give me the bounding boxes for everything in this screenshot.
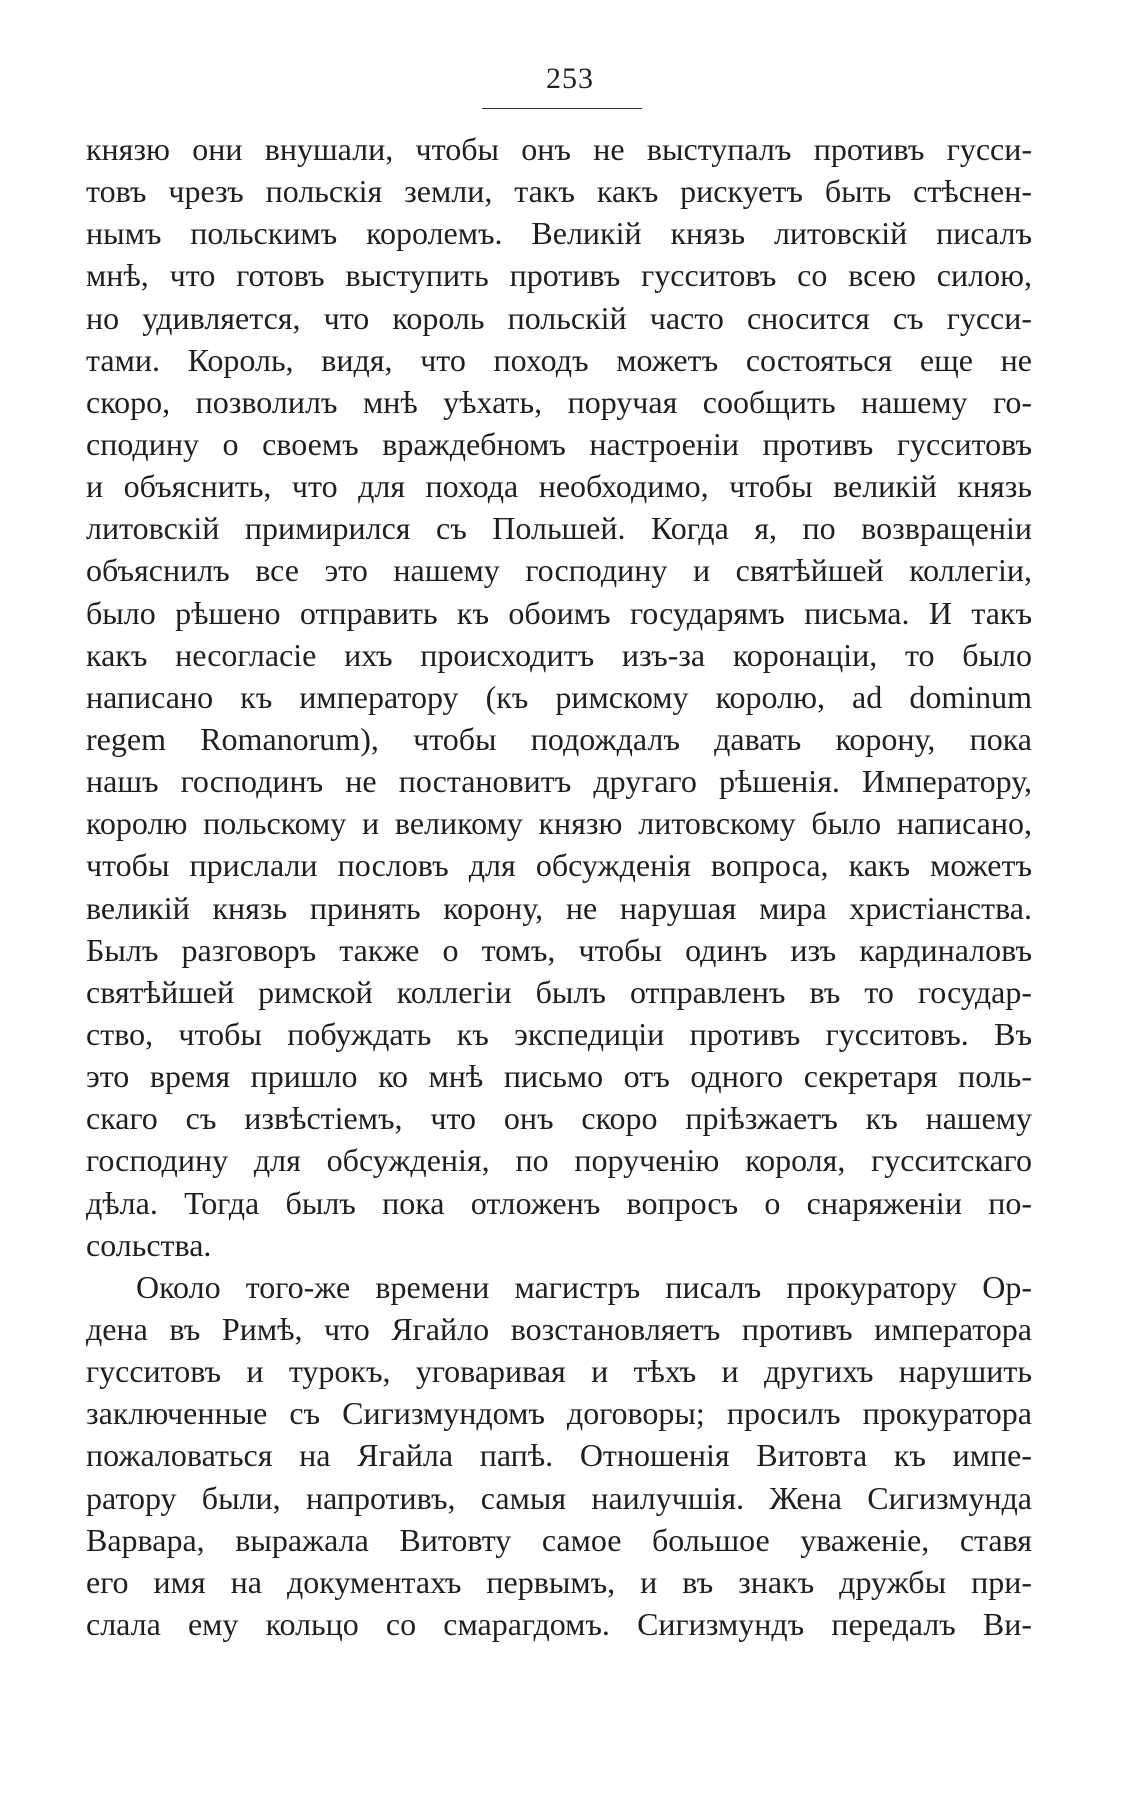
text-line: какъ несогласіе ихъ происходитъ изъ-за коронаціи, то было xyxy=(86,636,1032,673)
text-line: Варвара, выражала Витовту самое большое уваженіе, ставя xyxy=(86,1521,1032,1558)
text-line: Былъ разговоръ также о томъ, чтобы одинъ изъ кардиналовъ xyxy=(86,931,1032,968)
text-line: чтобы прислали пословъ для обсужденія вопроса, какъ можетъ xyxy=(86,847,1032,884)
text-line: и объяснить, что для похода необходимо, чтобы великій князь xyxy=(86,468,1032,505)
text-line: великій князь принять корону, не нарушая мира христіанства. xyxy=(86,889,1032,926)
text-line: королю польскому и великому князю литовскому было написано, xyxy=(86,805,1032,842)
text-line: ство, чтобы побуждать къ экспедиціи противъ гусситовъ. Въ xyxy=(86,1015,1032,1052)
text-line: было рѣшено отправить къ обоимъ государямъ письма. И такъ xyxy=(86,594,1032,631)
text-line: скоро, позволилъ мнѣ уѣхать, поручая сообщить нашему го- xyxy=(86,383,1032,420)
text-line: мнѣ, что готовъ выступить противъ гусситовъ со всею силою, xyxy=(86,257,1032,294)
text-line: господину для обсужденія, по порученію короля, гусситскаго xyxy=(86,1142,1032,1179)
paragraph-2 xyxy=(86,1266,1032,1645)
text-line: заключенные съ Сигизмундомъ договоры; просилъ прокуратора xyxy=(86,1395,1032,1432)
text-line: князю они внушали, чтобы онъ не выступалъ противъ гусси- xyxy=(86,131,1032,167)
text-line: сподину о своемъ враждебномъ настроеніи противъ гусситовъ xyxy=(86,425,1032,462)
text-line: Около того-же времени магистръ писалъ прокуратору Ор- xyxy=(136,1268,1032,1305)
page-number: 253 xyxy=(546,62,594,95)
text-line: написано къ императору (къ римскому королю, ad dominum xyxy=(86,678,1032,715)
text-line: но удивляется, что король польскій часто сносится съ гусси- xyxy=(86,299,1032,336)
text-line: тами. Король, видя, что походъ можетъ состояться еще не xyxy=(86,341,1032,378)
text-line: пожаловаться на Ягайла папѣ. Отношенія Витовта къ импе- xyxy=(86,1437,1032,1474)
body-text xyxy=(86,128,1032,1645)
text-line: слала ему кольцо со смарагдомъ. Сигизмундъ передалъ Ви- xyxy=(86,1605,1032,1642)
text-line: литовскій примирился съ Польшей. Когда я, по возвращеніи xyxy=(86,510,1032,547)
text-line: святѣйшей римской коллегіи былъ отправленъ въ то государ- xyxy=(86,973,1032,1010)
text-line: дена въ Римѣ, что Ягайло возстановляетъ противъ императора xyxy=(86,1310,1032,1347)
text-line: объяснилъ все это нашему господину и святѣйшей коллегіи, xyxy=(86,552,1032,589)
text-line: нашъ господинъ не постановитъ другаго рѣшенія. Императору, xyxy=(86,763,1032,800)
paragraph-1 xyxy=(86,128,1032,1266)
text-line: его имя на документахъ первымъ, и въ знакъ дружбы при- xyxy=(86,1563,1032,1600)
text-line: сольства. xyxy=(86,1226,212,1263)
text-line: скаго съ извѣстіемъ, что онъ скоро пріѣзжаетъ къ нашему xyxy=(86,1100,1032,1137)
text-line: ратору были, напротивъ, самыя наилучшія. Жена Сигизмунда xyxy=(86,1479,1032,1516)
text-line: это время пришло ко мнѣ письмо отъ одного секретаря поль- xyxy=(86,1058,1032,1095)
text-line: regem Romanorum), чтобы подождалъ давать корону, пока xyxy=(86,720,1032,757)
text-line: дѣла. Тогда былъ пока отложенъ вопросъ о снаряженіи по- xyxy=(86,1184,1032,1221)
text-line: нымъ польскимъ королемъ. Великій князь литовскій писалъ xyxy=(86,215,1032,252)
text-line: гусситовъ и турокъ, уговаривая и тѣхъ и другихъ нарушить xyxy=(86,1353,1032,1390)
text-line: товъ чрезъ польскія земли, такъ какъ рискуетъ быть стѣснен- xyxy=(86,173,1032,210)
page-number-rule xyxy=(482,108,642,109)
